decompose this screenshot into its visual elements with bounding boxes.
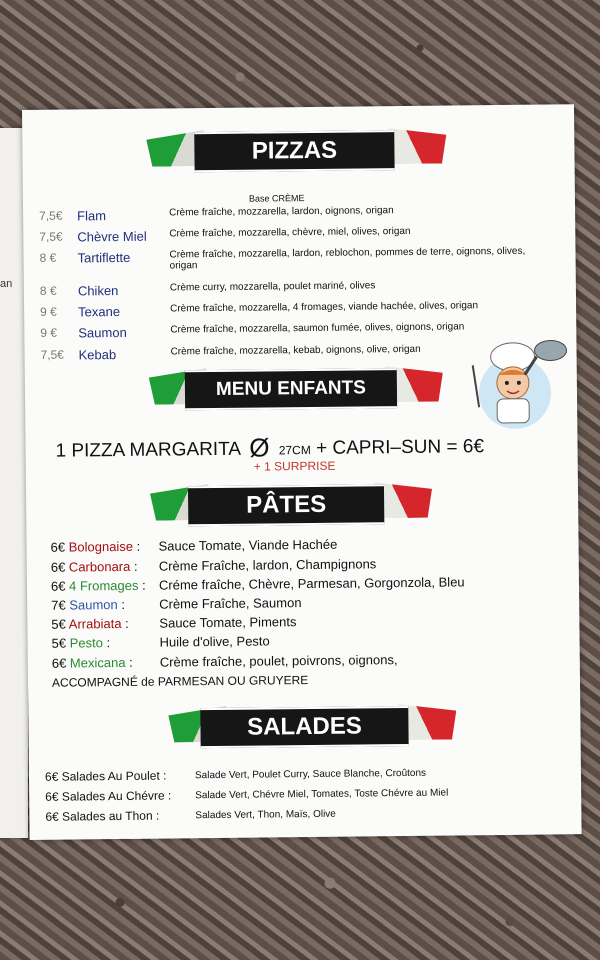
salade-name: Salades Au Chévre: [61, 788, 165, 804]
pizza-name: Flam: [77, 208, 107, 224]
pizza-description: Crème fraîche, mozzarella, saumon fumée, olives, oignons, origan: [170, 321, 465, 336]
pates-colon: :: [132, 538, 141, 554]
pizza-name: Saumon: [78, 324, 127, 341]
pates-description: Créme fraîche, Chèvre, Parmesan, Gorgonzola, Bleu: [158, 574, 465, 593]
pizza-price: 7,5€: [40, 347, 64, 362]
salade-name: Salades Au Poulet: [61, 768, 160, 784]
pates-item: [50, 574, 465, 594]
pates-price: 5€: [51, 635, 67, 651]
pizza-name: Kebab: [78, 347, 117, 363]
pates-item: [51, 652, 398, 671]
salade-price: 6€: [45, 789, 59, 804]
pates-description: Crème fraîche, poulet, poivrons, oignons,: [159, 652, 398, 670]
pates-price: 7€: [51, 597, 66, 613]
pizza-item: [39, 245, 569, 272]
salade-colon: :: [159, 768, 167, 783]
menu-enfants-title: MENU ENFANTS: [185, 368, 397, 410]
pates-name: Saumon: [69, 597, 118, 613]
pizza-description: Crème fraîche, mozzarella, 4 fromages, viande hachée, olives, origan: [170, 300, 479, 315]
pates-description: Sauce Tomate, Viande Hachée: [158, 536, 338, 554]
pizza-price: 9 €: [40, 325, 58, 340]
salade-price: 6€: [45, 809, 59, 824]
pates-colon: :: [121, 615, 129, 631]
menu-enfants-drink-price: + CAPRI–SUN = 6€: [315, 436, 485, 459]
pates-name: Mexicana: [69, 654, 126, 671]
pizza-item: [39, 224, 569, 245]
pizza-price: 7,5€: [39, 208, 63, 223]
pates-price: 6€: [50, 559, 66, 575]
pates-item: [51, 633, 270, 651]
pizza-name: Chiken: [77, 283, 119, 299]
pizza-description: Crème curry, mozzarella, poulet mariné, olives: [169, 280, 376, 294]
salade-name: Salades au Thon: [62, 808, 153, 824]
menu-enfants-offer: [55, 428, 484, 463]
salade-description: Salade Vert, Chévre Miel, Tomates, Toste Chévre au Miel: [195, 787, 449, 802]
pizzas-banner: [22, 116, 575, 178]
pates-title: PÂTES: [188, 484, 384, 526]
pizza-price: 8 €: [39, 250, 57, 265]
pates-price: 5€: [51, 616, 66, 632]
pates-colon: :: [125, 654, 133, 670]
pates-colon: :: [138, 577, 146, 593]
salade-price: 6€: [44, 769, 59, 784]
pates-description: Crème Fraîche, lardon, Champignons: [158, 556, 377, 574]
salades-title: SALADES: [200, 706, 408, 748]
pates-item: [51, 614, 297, 632]
pizza-description: Crème fraîche, mozzarella, chèvre, miel, olives, origan: [169, 225, 411, 240]
pizza-item: [40, 299, 570, 320]
pizza-price: 9 €: [40, 304, 57, 319]
pates-colon: :: [130, 558, 138, 574]
salade-description: Salade Vert, Poulet Curry, Sauce Blanche, Croûtons: [194, 767, 427, 782]
pates-description: Huile d'olive, Pesto: [159, 633, 270, 650]
pates-item: [51, 595, 302, 613]
pates-footer: ACCOMPAGNÉ de PARMESAN OU GRUYERE: [51, 673, 309, 690]
salade-item: [45, 787, 449, 804]
pates-banner: [26, 470, 579, 532]
pizzas-subtitle: Base CRÈME: [248, 193, 305, 204]
salade-item: [45, 808, 336, 824]
salades-banner: [28, 692, 581, 754]
pates-description: Crème Fraîche, Saumon: [159, 595, 302, 612]
pates-item: [50, 556, 377, 575]
menu-enfants-size: 27CM: [278, 442, 311, 458]
pates-colon: :: [102, 635, 111, 651]
pates-name: Bolognaise: [68, 538, 134, 555]
pates-name: Arrabiata: [68, 615, 122, 632]
pizza-name: Tartiflette: [77, 249, 131, 266]
pizza-name: Texane: [78, 303, 121, 320]
pates-price: 6€: [51, 655, 67, 671]
pates-colon: :: [117, 596, 126, 613]
left-page-fragment: an: [0, 278, 13, 290]
pizza-item: [39, 203, 569, 224]
pizza-description: Crème fraîche, mozzarella, lardon, oignons, origan: [169, 205, 394, 219]
pizza-price: 7,5€: [39, 229, 63, 244]
pates-name: 4 Fromages: [69, 577, 139, 594]
menu-page: [22, 104, 582, 840]
pizza-item: [39, 278, 570, 299]
pizza-description: Crème fraîche, mozzarella, lardon, reblochon, pommes de terre, oignons, olives, origan: [169, 245, 526, 272]
menu-enfants-surprise: + 1 SURPRISE: [253, 458, 336, 474]
pizza-price: 8 €: [39, 283, 57, 298]
pizzas-title: PIZZAS: [194, 130, 394, 172]
pizza-name: Chèvre Miel: [77, 228, 147, 245]
pates-price: 6€: [50, 539, 66, 555]
salade-colon: :: [164, 788, 172, 803]
salade-colon: :: [152, 808, 160, 823]
salade-item: [44, 767, 427, 784]
salade-description: Salades Vert, Thon, Maïs, Olive: [195, 808, 336, 822]
pizza-description: Crème fraîche, mozzarella, kebab, oignons, olive, origan: [170, 343, 421, 358]
pates-item: [50, 536, 338, 555]
pizza-item: [40, 320, 570, 341]
pates-name: Carbonara: [68, 558, 131, 575]
pates-description: Sauce Tomate, Piments: [159, 614, 297, 631]
menu-enfants-pizza: 1 PIZZA MARGARITA: [55, 438, 241, 462]
italian-flag-right-icon: [388, 128, 446, 165]
menu-enfants-banner: [25, 354, 578, 416]
pates-price: 6€: [50, 578, 66, 594]
pates-name: Pesto: [69, 635, 104, 651]
diameter-icon: Ø: [249, 432, 270, 463]
